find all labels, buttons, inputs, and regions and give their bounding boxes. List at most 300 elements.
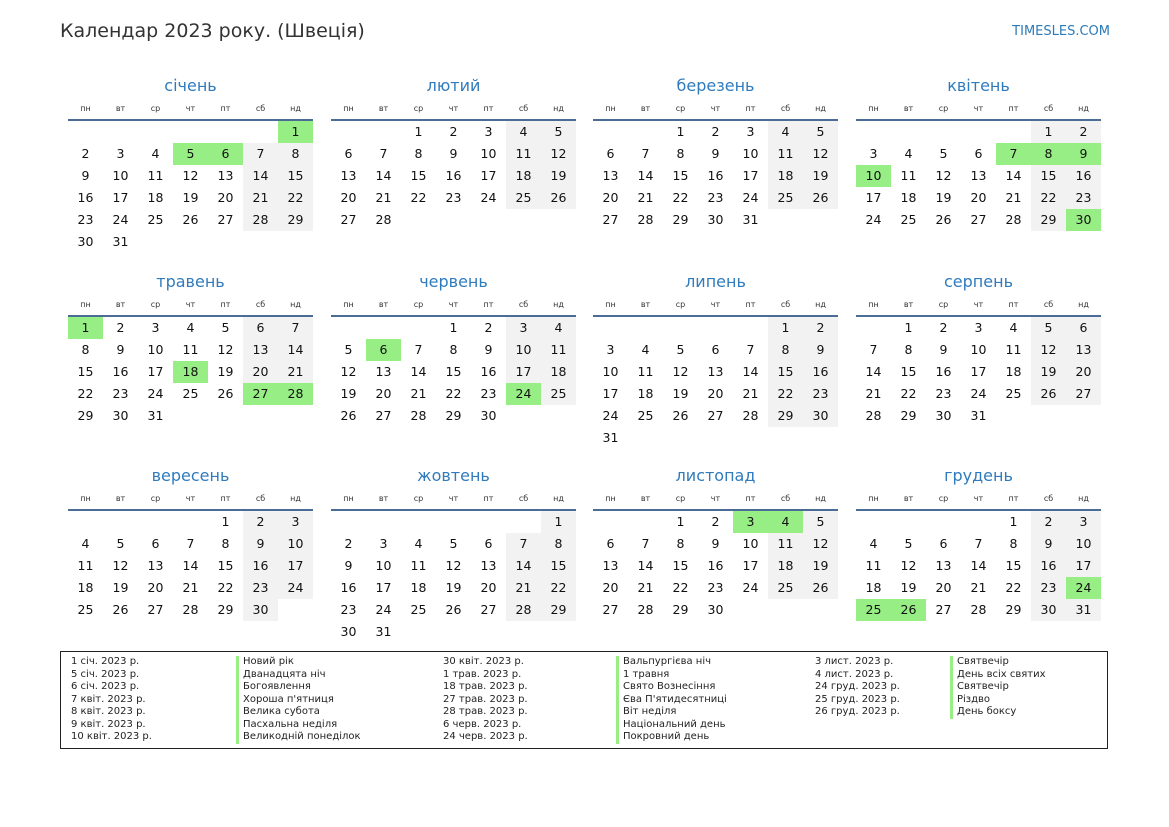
day-cell: 1 bbox=[1009, 514, 1018, 529]
day-cell: 10 bbox=[278, 533, 313, 555]
weekday-label: вт bbox=[640, 494, 651, 503]
day-cell: 20 bbox=[375, 386, 392, 401]
day-cell: 30 bbox=[803, 405, 838, 427]
holiday-cell: 27 bbox=[243, 383, 278, 405]
day-cell: 30 bbox=[707, 212, 724, 227]
legend-dates-2 bbox=[443, 656, 528, 744]
day-cell: 9 bbox=[711, 536, 720, 551]
day-cell: 7 bbox=[278, 317, 313, 339]
day-cell: 26 bbox=[541, 187, 576, 209]
day-cell: 1 bbox=[676, 124, 685, 139]
day-cell: 3 bbox=[1066, 511, 1101, 533]
weekday-header bbox=[593, 295, 838, 317]
empty-cell bbox=[173, 511, 208, 533]
day-cell: 21 bbox=[970, 580, 987, 595]
day-cell: 23 bbox=[243, 577, 278, 599]
day-cell: 7 bbox=[974, 536, 983, 551]
day-cell: 15 bbox=[1031, 165, 1066, 187]
day-cell: 18 bbox=[768, 165, 803, 187]
legend-holiday-name: Новий рік bbox=[236, 656, 361, 669]
day-cell: 28 bbox=[506, 599, 541, 621]
day-cell: 8 bbox=[768, 339, 803, 361]
day-cell: 24 bbox=[865, 212, 882, 227]
day-cell: 13 bbox=[480, 558, 497, 573]
weekday-label: ср bbox=[675, 300, 686, 309]
day-cell: 1 bbox=[768, 317, 803, 339]
weekday-label: вт bbox=[640, 104, 651, 113]
weekday-label: нд bbox=[553, 300, 564, 309]
day-cell: 24 bbox=[375, 602, 392, 617]
day-cell: 25 bbox=[77, 602, 94, 617]
weekday-label: ср bbox=[413, 494, 424, 503]
weekday-label: пт bbox=[220, 104, 231, 113]
weekday-label: пт bbox=[483, 300, 494, 309]
day-cell: 19 bbox=[445, 580, 462, 595]
empty-cell bbox=[593, 317, 628, 339]
day-cell: 5 bbox=[676, 342, 685, 357]
day-cell: 25 bbox=[1005, 386, 1022, 401]
day-cell: 25 bbox=[768, 187, 803, 209]
day-cell: 21 bbox=[1005, 190, 1022, 205]
day-cell: 5 bbox=[221, 320, 230, 335]
month-name: червень bbox=[419, 272, 488, 291]
day-cell: 8 bbox=[904, 342, 913, 357]
weekday-label: сб bbox=[780, 104, 791, 113]
day-cell: 20 bbox=[1066, 361, 1101, 383]
day-cell: 26 bbox=[217, 386, 234, 401]
holiday-legend bbox=[60, 651, 1108, 749]
day-cell: 28 bbox=[637, 212, 654, 227]
weekday-label: вт bbox=[115, 104, 126, 113]
days-grid bbox=[68, 511, 313, 621]
day-cell: 7 bbox=[379, 146, 388, 161]
day-cell: 12 bbox=[217, 342, 234, 357]
month-september bbox=[68, 462, 313, 621]
day-cell: 24 bbox=[147, 386, 164, 401]
day-cell: 23 bbox=[340, 602, 357, 617]
day-cell: 27 bbox=[340, 212, 357, 227]
day-cell: 30 bbox=[707, 602, 724, 617]
day-cell: 9 bbox=[116, 342, 125, 357]
day-cell: 16 bbox=[707, 558, 724, 573]
day-cell: 19 bbox=[340, 386, 357, 401]
day-cell: 17 bbox=[970, 364, 987, 379]
weekday-label: ср bbox=[413, 104, 424, 113]
month-april bbox=[856, 72, 1101, 231]
day-cell: 28 bbox=[637, 602, 654, 617]
weekday-label: пт bbox=[483, 104, 494, 113]
day-cell: 4 bbox=[641, 342, 650, 357]
day-cell: 7 bbox=[506, 533, 541, 555]
legend-date: 27 трав. 2023 р. bbox=[443, 693, 528, 705]
day-cell: 4 bbox=[186, 320, 195, 335]
weekday-label: пн bbox=[868, 104, 879, 113]
day-cell: 7 bbox=[186, 536, 195, 551]
day-cell: 13 bbox=[340, 168, 357, 183]
day-cell: 19 bbox=[935, 190, 952, 205]
day-cell: 8 bbox=[1009, 536, 1018, 551]
days-grid bbox=[856, 511, 1101, 621]
day-cell: 14 bbox=[865, 364, 882, 379]
day-cell: 20 bbox=[602, 580, 619, 595]
day-cell: 10 bbox=[742, 146, 759, 161]
legend-holiday-name: Велика субота bbox=[236, 706, 361, 719]
day-cell: 28 bbox=[865, 408, 882, 423]
day-cell: 11 bbox=[541, 339, 576, 361]
day-cell: 19 bbox=[541, 165, 576, 187]
day-cell: 24 bbox=[480, 190, 497, 205]
holiday-cell: 6 bbox=[208, 143, 243, 165]
day-cell: 18 bbox=[768, 555, 803, 577]
month-february bbox=[331, 72, 576, 231]
day-cell: 11 bbox=[506, 143, 541, 165]
empty-cell bbox=[331, 121, 366, 143]
day-cell: 21 bbox=[278, 361, 313, 383]
day-cell: 7 bbox=[869, 342, 878, 357]
weekday-label: вт bbox=[115, 300, 126, 309]
day-cell: 24 bbox=[970, 386, 987, 401]
weekday-label: чт bbox=[973, 104, 984, 113]
day-cell: 14 bbox=[637, 168, 654, 183]
weekday-label: пн bbox=[605, 300, 616, 309]
day-cell: 31 bbox=[112, 234, 129, 249]
holiday-cell: 30 bbox=[1066, 209, 1101, 231]
month-name: квітень bbox=[947, 76, 1010, 95]
day-cell: 31 bbox=[147, 408, 164, 423]
day-cell: 9 bbox=[1031, 533, 1066, 555]
day-cell: 6 bbox=[606, 536, 615, 551]
day-cell: 16 bbox=[112, 364, 129, 379]
weekday-label: пт bbox=[745, 300, 756, 309]
day-cell: 31 bbox=[375, 624, 392, 639]
day-cell: 16 bbox=[243, 555, 278, 577]
day-cell: 29 bbox=[77, 408, 94, 423]
legend-holiday-name: День всіх святих bbox=[950, 669, 1046, 682]
legend-date: 8 квіт. 2023 р. bbox=[71, 706, 146, 717]
day-cell: 15 bbox=[541, 555, 576, 577]
weekday-label: пт bbox=[1008, 104, 1019, 113]
legend-holiday-name: Пасхальна неділя bbox=[236, 719, 361, 732]
day-cell: 15 bbox=[672, 168, 689, 183]
day-cell: 23 bbox=[707, 580, 724, 595]
day-cell: 22 bbox=[1031, 187, 1066, 209]
legend-dates-3 bbox=[815, 656, 900, 719]
empty-cell bbox=[68, 121, 103, 143]
legend-holiday-name: Покровний день bbox=[616, 731, 727, 744]
day-cell: 18 bbox=[637, 386, 654, 401]
weekday-header bbox=[68, 489, 313, 511]
day-cell: 1 bbox=[676, 514, 685, 529]
day-cell: 15 bbox=[900, 364, 917, 379]
legend-holiday-name: День боксу bbox=[950, 706, 1046, 719]
month-august bbox=[856, 268, 1101, 427]
day-cell: 21 bbox=[410, 386, 427, 401]
day-cell: 6 bbox=[939, 536, 948, 551]
holiday-cell: 18 bbox=[173, 361, 208, 383]
day-cell: 3 bbox=[379, 536, 388, 551]
day-cell: 8 bbox=[541, 533, 576, 555]
day-cell: 29 bbox=[1031, 209, 1066, 231]
day-cell: 9 bbox=[939, 342, 948, 357]
day-cell: 29 bbox=[672, 602, 689, 617]
legend-date: 26 груд. 2023 р. bbox=[815, 706, 900, 717]
day-cell: 27 bbox=[935, 602, 952, 617]
days-grid bbox=[856, 121, 1101, 231]
day-cell: 21 bbox=[506, 577, 541, 599]
days-grid bbox=[593, 317, 838, 449]
day-cell: 19 bbox=[900, 580, 917, 595]
month-name: вересень bbox=[151, 466, 230, 485]
day-cell: 27 bbox=[970, 212, 987, 227]
weekday-label: чт bbox=[973, 494, 984, 503]
day-cell: 21 bbox=[182, 580, 199, 595]
weekday-label: пт bbox=[483, 494, 494, 503]
day-cell: 29 bbox=[1005, 602, 1022, 617]
weekday-label: сб bbox=[255, 494, 266, 503]
day-cell: 17 bbox=[602, 386, 619, 401]
day-cell: 13 bbox=[147, 558, 164, 573]
day-cell: 27 bbox=[375, 408, 392, 423]
empty-cell bbox=[856, 317, 891, 339]
day-cell: 26 bbox=[112, 602, 129, 617]
empty-cell bbox=[891, 121, 926, 143]
empty-cell bbox=[173, 121, 208, 143]
day-cell: 14 bbox=[637, 558, 654, 573]
day-cell: 12 bbox=[112, 558, 129, 573]
day-cell: 11 bbox=[410, 558, 427, 573]
day-cell: 17 bbox=[375, 580, 392, 595]
day-cell: 4 bbox=[541, 317, 576, 339]
day-cell: 10 bbox=[602, 364, 619, 379]
empty-cell bbox=[628, 511, 663, 533]
day-cell: 16 bbox=[1031, 555, 1066, 577]
legend-date: 5 січ. 2023 р. bbox=[71, 668, 140, 680]
day-cell: 29 bbox=[768, 405, 803, 427]
day-cell: 28 bbox=[742, 408, 759, 423]
day-cell: 15 bbox=[77, 364, 94, 379]
day-cell: 22 bbox=[445, 386, 462, 401]
day-cell: 8 bbox=[81, 342, 90, 357]
day-cell: 16 bbox=[445, 168, 462, 183]
weekday-label: нд bbox=[1078, 300, 1089, 309]
day-cell: 24 bbox=[112, 212, 129, 227]
days-grid bbox=[331, 511, 576, 643]
weekday-label: нд bbox=[553, 104, 564, 113]
day-cell: 31 bbox=[602, 430, 619, 445]
day-cell: 3 bbox=[746, 124, 755, 139]
legend-holiday-name: Великодній понеділок bbox=[236, 731, 361, 744]
weekday-label: нд bbox=[815, 104, 826, 113]
page-title: Календар 2023 року. (Швеція) bbox=[60, 20, 365, 42]
day-cell: 13 bbox=[375, 364, 392, 379]
legend-holiday-name: Святвечір bbox=[950, 656, 1046, 669]
day-cell: 22 bbox=[1005, 580, 1022, 595]
day-cell: 2 bbox=[449, 124, 458, 139]
month-name: серпень bbox=[944, 272, 1013, 291]
holiday-cell: 9 bbox=[1066, 143, 1101, 165]
day-cell: 29 bbox=[445, 408, 462, 423]
weekday-label: пн bbox=[343, 494, 354, 503]
day-cell: 24 bbox=[602, 408, 619, 423]
day-cell: 25 bbox=[541, 383, 576, 405]
day-cell: 18 bbox=[541, 361, 576, 383]
weekday-label: пт bbox=[745, 494, 756, 503]
day-cell: 10 bbox=[147, 342, 164, 357]
weekday-label: пн bbox=[80, 300, 91, 309]
legend-date: 7 квіт. 2023 р. bbox=[71, 693, 146, 705]
day-cell: 23 bbox=[77, 212, 94, 227]
day-cell: 6 bbox=[344, 146, 353, 161]
legend-holiday-name: Віт неділя bbox=[616, 706, 727, 719]
holiday-cell: 24 bbox=[506, 383, 541, 405]
day-cell: 16 bbox=[480, 364, 497, 379]
day-cell: 18 bbox=[77, 580, 94, 595]
day-cell: 22 bbox=[278, 187, 313, 209]
month-december bbox=[856, 462, 1101, 621]
day-cell: 10 bbox=[506, 339, 541, 361]
weekday-label: чт bbox=[710, 104, 721, 113]
day-cell: 30 bbox=[935, 408, 952, 423]
day-cell: 15 bbox=[1005, 558, 1022, 573]
weekday-label: пн bbox=[343, 300, 354, 309]
day-cell: 11 bbox=[182, 342, 199, 357]
legend-date: 1 січ. 2023 р. bbox=[71, 656, 140, 667]
day-cell: 1 bbox=[1031, 121, 1066, 143]
day-cell: 25 bbox=[506, 187, 541, 209]
day-cell: 10 bbox=[375, 558, 392, 573]
empty-cell bbox=[366, 317, 401, 339]
month-name: жовтень bbox=[417, 466, 490, 485]
day-cell: 1 bbox=[904, 320, 913, 335]
holiday-cell: 1 bbox=[68, 317, 103, 339]
day-cell: 18 bbox=[900, 190, 917, 205]
holiday-cell: 26 bbox=[891, 599, 926, 621]
day-cell: 16 bbox=[340, 580, 357, 595]
day-cell: 23 bbox=[1031, 577, 1066, 599]
day-cell: 14 bbox=[410, 364, 427, 379]
day-cell: 9 bbox=[81, 168, 90, 183]
day-cell: 4 bbox=[414, 536, 423, 551]
day-cell: 4 bbox=[506, 121, 541, 143]
day-cell: 22 bbox=[217, 580, 234, 595]
day-cell: 13 bbox=[935, 558, 952, 573]
month-march bbox=[593, 72, 838, 231]
day-cell: 8 bbox=[414, 146, 423, 161]
day-cell: 5 bbox=[939, 146, 948, 161]
day-cell: 4 bbox=[151, 146, 160, 161]
empty-cell bbox=[436, 511, 471, 533]
day-cell: 28 bbox=[1005, 212, 1022, 227]
day-cell: 16 bbox=[77, 190, 94, 205]
day-cell: 30 bbox=[77, 234, 94, 249]
day-cell: 27 bbox=[602, 212, 619, 227]
day-cell: 23 bbox=[112, 386, 129, 401]
weekday-label: пн bbox=[868, 494, 879, 503]
day-cell: 25 bbox=[768, 577, 803, 599]
day-cell: 19 bbox=[217, 364, 234, 379]
day-cell: 4 bbox=[869, 536, 878, 551]
day-cell: 26 bbox=[803, 187, 838, 209]
day-cell: 12 bbox=[803, 143, 838, 165]
weekday-label: чт bbox=[185, 300, 196, 309]
day-cell: 27 bbox=[217, 212, 234, 227]
day-cell: 17 bbox=[506, 361, 541, 383]
day-cell: 3 bbox=[606, 342, 615, 357]
day-cell: 21 bbox=[637, 190, 654, 205]
day-cell: 10 bbox=[742, 536, 759, 551]
empty-cell bbox=[506, 511, 541, 533]
day-cell: 18 bbox=[147, 190, 164, 205]
legend-holiday-name: Свято Вознесіння bbox=[616, 681, 727, 694]
weekday-label: вт bbox=[640, 300, 651, 309]
day-cell: 20 bbox=[147, 580, 164, 595]
day-cell: 26 bbox=[672, 408, 689, 423]
day-cell: 9 bbox=[711, 146, 720, 161]
weekday-label: ср bbox=[413, 300, 424, 309]
day-cell: 5 bbox=[449, 536, 458, 551]
day-cell: 23 bbox=[707, 190, 724, 205]
day-cell: 30 bbox=[112, 408, 129, 423]
legend-date: 30 квіт. 2023 р. bbox=[443, 656, 524, 667]
empty-cell bbox=[891, 511, 926, 533]
legend-date: 28 трав. 2023 р. bbox=[443, 706, 528, 717]
weekday-label: чт bbox=[710, 300, 721, 309]
day-cell: 15 bbox=[672, 558, 689, 573]
day-cell: 10 bbox=[970, 342, 987, 357]
day-cell: 29 bbox=[217, 602, 234, 617]
weekday-label: сб bbox=[255, 104, 266, 113]
empty-cell bbox=[926, 511, 961, 533]
empty-cell bbox=[243, 121, 278, 143]
day-cell: 12 bbox=[935, 168, 952, 183]
day-cell: 19 bbox=[672, 386, 689, 401]
day-cell: 11 bbox=[768, 143, 803, 165]
legend-date: 24 груд. 2023 р. bbox=[815, 681, 900, 692]
day-cell: 2 bbox=[116, 320, 125, 335]
legend-date: 6 черв. 2023 р. bbox=[443, 718, 522, 730]
weekday-label: сб bbox=[518, 494, 529, 503]
month-name: січень bbox=[164, 76, 217, 95]
day-cell: 14 bbox=[506, 555, 541, 577]
day-cell: 9 bbox=[243, 533, 278, 555]
day-cell: 28 bbox=[410, 408, 427, 423]
day-cell: 18 bbox=[1005, 364, 1022, 379]
legend-holiday-name: 1 травня bbox=[616, 669, 727, 682]
day-cell: 14 bbox=[742, 364, 759, 379]
empty-cell bbox=[996, 121, 1031, 143]
holiday-cell: 4 bbox=[768, 511, 803, 533]
weekday-header bbox=[856, 295, 1101, 317]
day-cell: 14 bbox=[970, 558, 987, 573]
day-cell: 2 bbox=[1066, 121, 1101, 143]
day-cell: 18 bbox=[865, 580, 882, 595]
day-cell: 3 bbox=[116, 146, 125, 161]
day-cell: 8 bbox=[221, 536, 230, 551]
legend-holiday-name: Єва П'ятидесятниці bbox=[616, 694, 727, 707]
day-cell: 11 bbox=[637, 364, 654, 379]
weekday-label: нд bbox=[290, 494, 301, 503]
weekday-label: пн bbox=[343, 104, 354, 113]
site-link[interactable]: TIMESLES.COM bbox=[1012, 24, 1110, 39]
day-cell: 5 bbox=[116, 536, 125, 551]
day-cell: 22 bbox=[541, 577, 576, 599]
empty-cell bbox=[103, 121, 138, 143]
empty-cell bbox=[593, 121, 628, 143]
day-cell: 21 bbox=[243, 187, 278, 209]
day-cell: 19 bbox=[1031, 361, 1066, 383]
weekday-label: чт bbox=[448, 104, 459, 113]
day-cell: 10 bbox=[112, 168, 129, 183]
